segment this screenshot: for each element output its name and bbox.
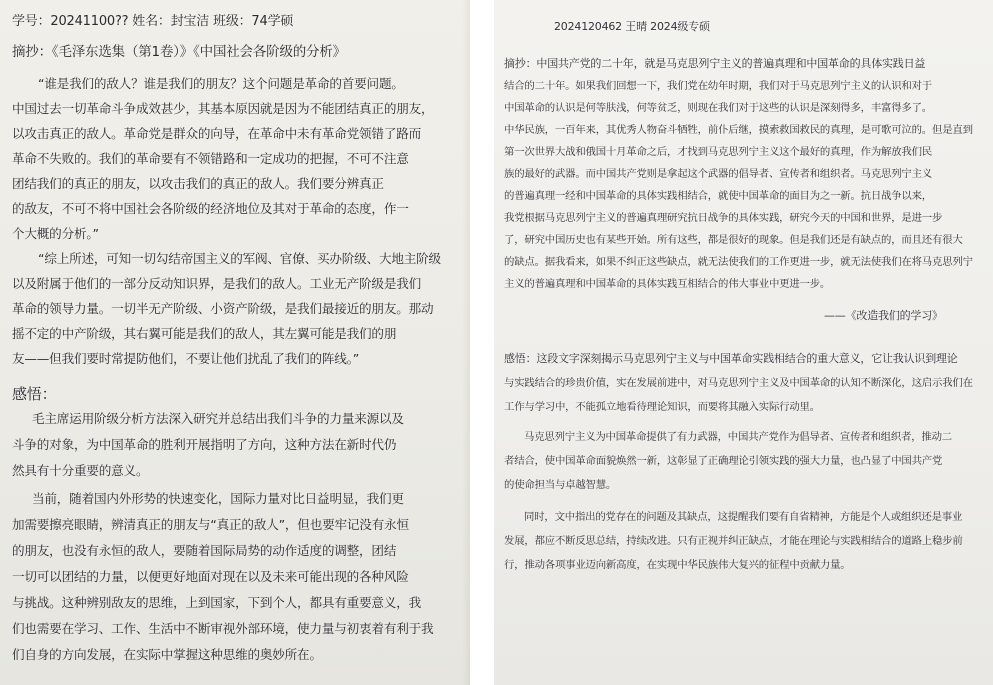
- right-text-line: 主义的普遍真理和中国革命的具体实践互相结合的伟大事业中更进一步。: [504, 278, 831, 290]
- left-notebook-page: [0, 0, 470, 685]
- left-reflection-title: 感悟：: [12, 385, 57, 403]
- left-text-line: 友——但我们要时常提防他们，不要让他们扰乱了我们的阵线。”: [12, 351, 360, 366]
- right-text-line: 了，研究中国历史也有某些开始。所有这些，都是很好的现象。但是我们还是有缺点的，而且还有很大: [504, 234, 963, 246]
- left-reflection-line: 加需要擦亮眼睛，辨清真正的朋友与“真正的敌人”，但也要牢记没有永恒: [12, 517, 409, 532]
- left-page-header: 学号：20241100?? 姓名：封宝洁 班级：74学硕: [12, 14, 294, 29]
- page-edge-shadow: [462, 0, 470, 685]
- left-text-line: 革命不失败的。我们的革命要有不领错路和一定成功的把握，不可不注意: [12, 151, 409, 166]
- right-reflection-line: 发展，都应不断反思总结，持续改进。只有正视并纠正缺点，才能在理论与实践相结合的道路上稳步前: [504, 535, 963, 547]
- right-reflection-line: 行，推动各项事业迈向新高度，在实现中华民族伟大复兴的征程中贡献力量。: [504, 559, 851, 571]
- right-reflection-line: 者结合，使中国革命面貌焕然一新，这彰显了正确理论引领实践的强大力量，也凸显了中国共产党: [504, 455, 943, 467]
- page-gap: [470, 0, 494, 685]
- right-reflection-line: 同时，文中指出的党存在的问题及其缺点，这提醒我们要有自省精神，方能是个人或组织还是事业: [524, 511, 963, 523]
- right-text-line: 我党根据马克思列宁主义的普遍真理研究抗日战争的具体实践，研究今天的中国和世界，是进一步: [504, 212, 943, 224]
- right-reflection-line: 马克思列宁主义为中国革命提供了有力武器，中国共产党作为倡导者、宣传者和组织者，推动二: [524, 431, 953, 443]
- left-text-line: 以攻击真正的敌人。革命党是群众的向导，在革命中未有革命党领错了路而: [12, 126, 421, 141]
- left-reflection-line: 们也需要在学习、工作、生活中不断审视外部环境，使力量与初衷着有利于我: [12, 621, 434, 636]
- left-text-line: 以及附属于他们的一部分反动知识界，是我们的敌人。工业无产阶级是我们: [12, 276, 421, 291]
- right-notebook-page: [494, 0, 993, 685]
- right-text-line: 摘抄：中国共产党的二十年，就是马克思列宁主义的普遍真理和中国革命的具体实践日益: [504, 57, 926, 70]
- right-text-line: 第一次世界大战和俄国十月革命之后，才找到马克思列宁主义这个最好的真理，作为解放我们民: [504, 146, 933, 158]
- left-text-line: 个大概的分析。”: [12, 226, 99, 241]
- left-reflection-line: 然具有十分重要的意义。: [12, 463, 149, 478]
- left-text-line: 革命的领导力量。一切半无产阶级、小资产阶级，是我们最接近的朋友。那动: [12, 301, 434, 316]
- left-text-line: “综上所述，可知一切勾结帝国主义的军阀、官僚、买办阶级、大地主阶级: [38, 251, 441, 266]
- left-abstract-title: 摘抄：《毛泽东选集（第1卷）》《中国社会各阶级的分析》: [12, 44, 346, 60]
- right-reflection-line: 感悟：这段文字深刻揭示马克思列宁主义与中国革命实践相结合的重大意义，它让我认识到理论: [504, 352, 958, 365]
- left-reflection-line: 当前，随着国内外形势的快速变化，国际力量对比日益明显，我们更: [32, 491, 404, 506]
- left-reflection-line: 与挑战。这种辨别敌友的思维，上到国家，下到个人，都具有重要意义，我: [12, 595, 421, 610]
- right-reflection-line: 的使命担当与卓越智慧。: [504, 479, 617, 491]
- right-text-line: 中国革命的认识是何等肤浅，何等贫乏，则现在我们对于这些的认识是深刻得多，丰富得多了。: [504, 102, 933, 114]
- left-text-line: 的敌友，不可不将中国社会各阶级的经济地位及其对于革命的态度，作一: [12, 201, 409, 216]
- right-text-line: 中华民族，一百年来，其优秀人物奋斗牺牲，前仆后继，摸索救国救民的真理，是可歌可泣的。但是直到: [504, 124, 973, 136]
- left-text-line: 摇不定的中产阶级，其右翼可能是我们的敌人，其左翼可能是我们的朋: [12, 326, 397, 341]
- left-text-line: 团结我们的真正的朋友，以攻击我们的真正的敌人。我们要分辨真正: [12, 176, 384, 191]
- right-text-line: 族的最好的武器。而中国共产党则是拿起这个武器的倡导者、宣传者和组织者。马克思列宁主义: [504, 168, 933, 180]
- right-reflection-line: 与实践结合的珍贵价值，实在发展前进中，对马克思列宁主义及中国革命的认知不断深化，这启示我们在: [504, 377, 973, 389]
- left-text-line: “谁是我们的敌人？谁是我们的朋友？这个问题是革命的首要问题。: [38, 76, 404, 91]
- left-reflection-line: 毛主席运用阶级分析方法深入研究并总结出我们斗争的力量来源以及: [32, 411, 404, 426]
- left-reflection-line: 们自身的方向发展，在实际中掌握这种思维的奥妙所在。: [12, 647, 322, 662]
- right-text-line: 的普遍真理一经和中国革命的具体实践相结合，就使中国革命的面目为之一新。抗日战争以来，: [504, 190, 933, 202]
- right-source-citation: ——《改造我们的学习》: [824, 309, 943, 322]
- right-page-header: 2024120462 王晴 2024级专硕: [554, 20, 710, 33]
- right-text-line: 结合的二十年。如果我们回想一下，我们党在幼年时期，我们对于马克思列宁主义的认识和对于: [504, 80, 933, 92]
- right-reflection-line: 工作与学习中，不能孤立地看待理论知识，而要将其融入实际行动里。: [504, 401, 820, 413]
- left-reflection-line: 一切可以团结的力量，以便更好地面对现在以及未来可能出现的各种风险: [12, 569, 409, 584]
- left-reflection-line: 的朋友，也没有永恒的敌人，要随着国际局势的动作适度的调整，团结: [12, 543, 397, 558]
- right-text-line: 的缺点。据我看来，如果不纠正这些缺点，就无法使我们的工作更进一步，就无法使我们在将马克思列宁: [504, 256, 973, 268]
- left-reflection-line: 斗争的对象，为中国革命的胜利开展指明了方向，这种方法在新时代仍: [12, 437, 397, 452]
- left-text-line: 中国过去一切革命斗争成效甚少，其基本原因就是因为不能团结真正的朋友，: [12, 101, 434, 116]
